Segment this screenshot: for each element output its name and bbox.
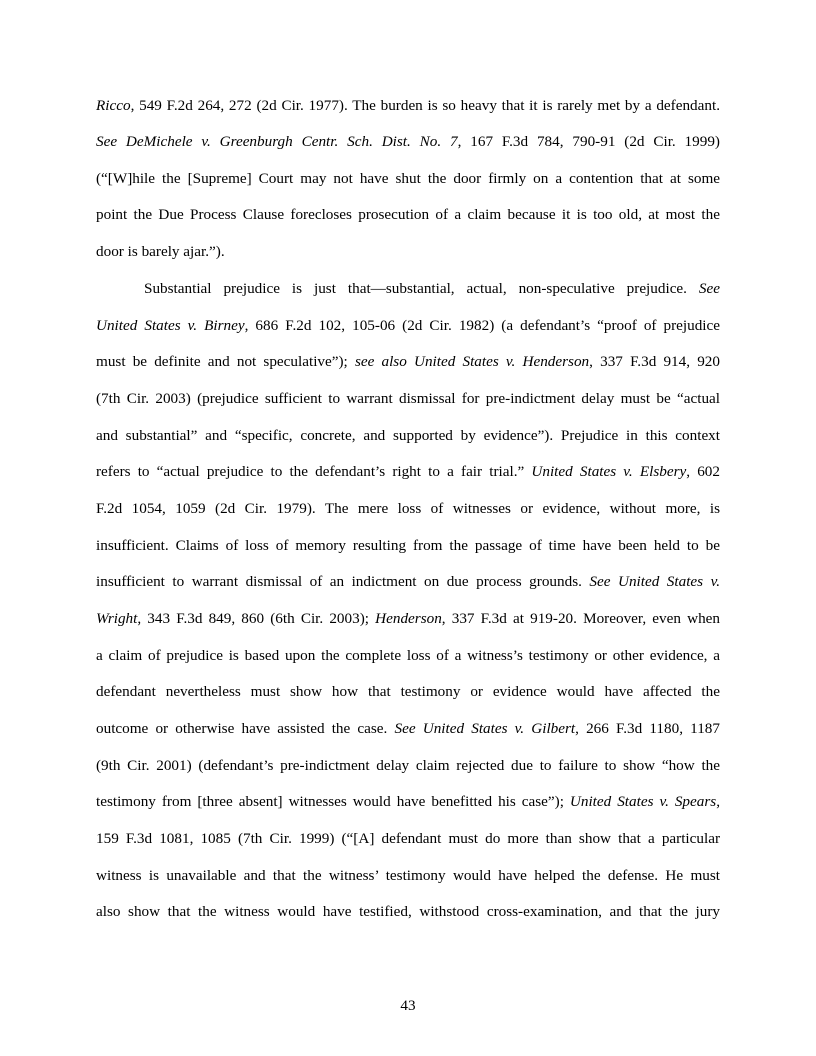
case-name: See United States v.: [589, 573, 720, 590]
text-segment: must be definite and not speculative”);: [96, 353, 355, 370]
paragraph-1-line-4: point the Due Process Clause forecloses prosecution of a claim because it is too old, at most the: [96, 206, 720, 223]
paragraph-1-line-3: (“[W]hile the [Supreme] Court may not have shut the door firmly on a contention that at some: [96, 170, 720, 187]
text-segment: testimony from [three absent] witnesses would have benefitted his case”);: [96, 793, 570, 810]
case-name: Henderson: [375, 610, 442, 627]
case-name: Ricco: [96, 97, 131, 114]
text-segment: ,: [716, 793, 720, 810]
text-segment: , 686 F.2d 102, 105-06 (2d Cir. 1982) (a defendant’s “proof of prejudice: [244, 317, 721, 334]
paragraph-1-line-5: door is barely ajar.”).: [96, 243, 225, 260]
text-segment: , 266 F.3d 1180, 1187: [575, 720, 720, 737]
text-segment: , 602: [686, 463, 720, 480]
paragraph-1-line-1: [96, 94, 720, 118]
paragraph-2-line-18: also show that the witness would have testified, withstood cross-examination, and that the jury: [96, 903, 720, 920]
paragraph-2-line-1: [144, 277, 720, 301]
case-name: Wright: [96, 610, 138, 627]
case-name: United States v. Birney: [96, 317, 245, 334]
paragraph-2-line-15: [96, 790, 720, 814]
text-segment: refers to “actual prejudice to the defendant’s right to a fair trial.”: [96, 463, 532, 480]
text-segment: Substantial prejudice is just that—substantial, actual, non-speculative prejudice.: [144, 280, 699, 297]
paragraph-2-line-17: witness is unavailable and that the witness’ testimony would have helped the defense. He must: [96, 867, 720, 884]
paragraph-2-line-10: [96, 607, 720, 631]
case-name: See DeMichele v. Greenburgh Centr. Sch. Dist. No. 7: [96, 133, 458, 150]
text-segment: outcome or otherwise have assisted the case.: [96, 720, 395, 737]
paragraph-2-line-3: [96, 350, 720, 374]
paragraph-2-line-11: a claim of prejudice is based upon the complete loss of a witness’s testimony or other evidence, a: [96, 647, 720, 664]
paragraph-2-line-4: (7th Cir. 2003) (prejudice sufficient to warrant dismissal for pre-indictment delay must be “actual: [96, 390, 720, 407]
paragraph-1-line-2: [96, 130, 720, 154]
paragraph-2-line-16: 159 F.3d 1081, 1085 (7th Cir. 1999) (“[A] defendant must do more than show that a particular: [96, 830, 720, 847]
page-number: 43: [400, 997, 416, 1014]
case-name: See United States v. Gilbert: [394, 720, 576, 737]
signal-word: See: [698, 280, 720, 297]
paragraph-2-line-12: defendant nevertheless must show how that testimony or evidence would have affected the: [96, 683, 720, 700]
text-segment: , 167 F.3d 784, 790-91 (2d Cir. 1999): [457, 133, 720, 150]
text-segment: , 343 F.3d 849, 860 (6th Cir. 2003);: [137, 610, 376, 627]
text-segment: , 337 F.3d at 919-20. Moreover, even when: [441, 610, 721, 627]
text-segment: , 337 F.3d 914, 920: [589, 353, 720, 370]
paragraph-2-line-14: (9th Cir. 2001) (defendant’s pre-indictment delay claim rejected due to failure to show “how the: [96, 757, 720, 774]
paragraph-2-line-13: [96, 717, 720, 741]
paragraph-2-line-6: [96, 460, 720, 484]
paragraph-2-line-9: [96, 570, 720, 594]
paragraph-2-line-7: F.2d 1054, 1059 (2d Cir. 1979). The mere loss of witnesses or evidence, without more, is: [96, 500, 720, 517]
paragraph-2-line-8: insufficient. Claims of loss of memory resulting from the passage of time have been held to be: [96, 537, 720, 554]
case-name: see also United States v. Henderson: [354, 353, 590, 370]
text-segment: , 549 F.2d 264, 272 (2d Cir. 1977). The burden is so heavy that it is rarely met by a defendant.: [130, 97, 720, 114]
case-name: United States v. Elsbery: [531, 463, 687, 480]
paragraph-2-line-5: and substantial” and “specific, concrete, and supported by evidence”). Prejudice in this context: [96, 427, 720, 444]
case-name: United States v. Spears: [569, 793, 717, 810]
text-segment: insufficient to warrant dismissal of an indictment on due process grounds.: [96, 573, 590, 590]
paragraph-2-line-2: [96, 314, 720, 338]
